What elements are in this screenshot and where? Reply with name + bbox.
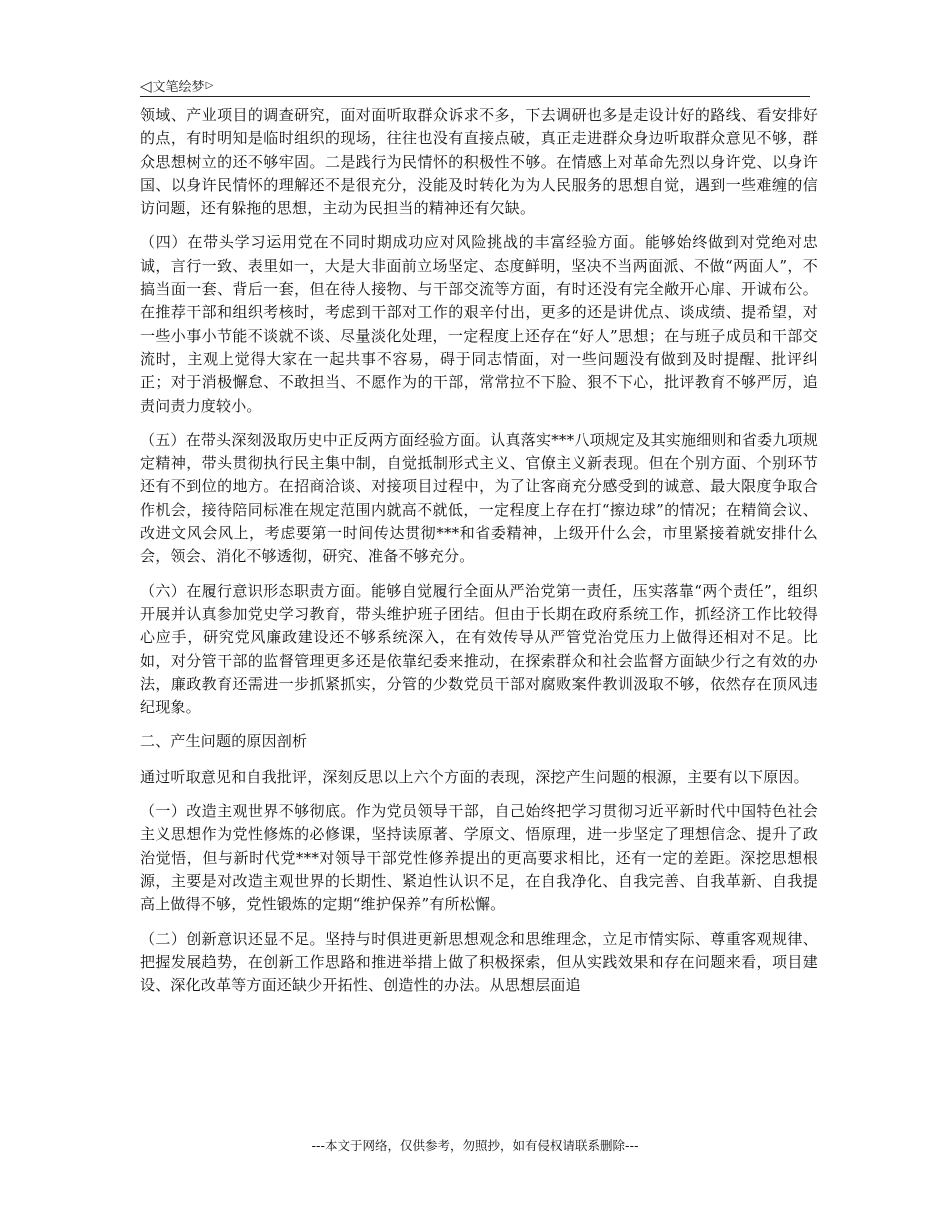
header-title-text: 文笔绘梦 (152, 80, 205, 95)
paragraph: 通过听取意见和自我批评，深刻反思以上六个方面的表现，深挖产生问题的根源，主要有以下原因。 (140, 767, 809, 786)
paragraph: 领域、产业项目的调查研究，面对面听取群众诉求不多，下去调研也多是走设计好的路线、看安排好的点，有时明知是临时组织的现场，往往也没有直接点破，真正走进群众身边听取群众意见不够，群众思想树立的还不够牢固。二是践行为民情怀的积极性不够。在情感上对革命先烈以身许党、以身许国、以身许民情怀的理解还不是很充分，没能及时转化为为人民服务的思想自觉，遇到一些难缠的信访问题，还有躲拖的思想，主动为民担当的精神还有欠缺。 (140, 106, 818, 218)
paragraph: （一）改造主观世界不够彻底。作为党员领导干部，自己始终把学习贯彻习近平新时代中国特色社会主义思想作为党性修炼的必修课，坚持读原著、学原文、悟原理，进一步坚定了理想信念、提升了政治觉悟，但与新时代党***对领导干部党性修养提出的更高要求相比，还有一定的差距。深挖思想根源，主要是对改造主观世界的长期性、紧迫性认识不足，在自我净化、自我完善、自我革新、自我提高上做得不够，党性锻炼的定期“维护保养”有所松懈。 (140, 802, 818, 914)
paragraph: （六）在履行意识形态职责方面。能够自觉履行全面从严治党第一责任，压实落靠“两个责任”，组织开展并认真参加党史学习教育，带头维护班子团结。但由于长期在政府系统工作，抓经济工作比较得心应手，研究党风廉政建设还不够系统深入，在有效传导从严管党治党压力上做得还相对不足。比如，对分管干部的监督管理更多还是依靠纪委来推动，在探索群众和社会监督方面缺少行之有效的办法，廉政教育还需进一步抓紧抓实，分管的少数党员干部对腐败案件教训汲取不够，依然存在顶风违纪现象。 (140, 581, 818, 717)
page-footer: ---本文于网络，仅供参考，勿照抄，如有侵权请联系删除--- (311, 1138, 639, 1153)
section-heading: 二、产生问题的原因剖析 (140, 732, 308, 751)
document-body (140, 104, 818, 1008)
paragraph: （四）在带头学习运用党在不同时期成功应对风险挑战的丰富经验方面。能够始终做到对党绝对忠诚，言行一致、表里如一，大是大非面前立场坚定、态度鲜明，坚决不当两面派、不做“两面人”，不搞当面一套、背后一套，但在待人接物、与干部交流等方面，有时还没有完全敞开心扉、开诚布公。在推荐干部和组织考核时，考虑到干部对工作的艰辛付出，更多的还是讲优点、谈成绩、提希望，对一些小事小节能不谈就不谈、尽量淡化处理，一定程度上还存在“好人”思想；在与班子成员和干部交流时，主观上觉得大家在一起共事不容易，碍于同志情面，对一些问题没有做到及时提醒、批评纠正；对于消极懈怠、不敢担当、不愿作为的干部，常常拉不下脸、狠不下心，批评教育不够严厉，追责问责力度较小。 (140, 233, 818, 415)
page-header (140, 74, 810, 97)
right-triangle-icon: ▷ (205, 80, 214, 91)
header-brand (140, 76, 213, 95)
paragraph: （五）在带头深刻汲取历史中正反两方面经验方面。认真落实***八项规定及其实施细则和省委九项规定精神，带头贯彻执行民主集中制，自觉抵制形式主义、官僚主义新表现。但在个别方面、个别环节还有不到位的地方。在招商洽谈、对接项目过程中，为了让客商充分感受到的诚意、最大限度争取合作机会，接待陪同标准在规定范围内就高不就低，一定程度上存在打“擦边球”的情况；在精简会议、改进文风会风上，考虑要第一时间传达贯彻***和省委精神，上级开什么会，市里紧接着就安排什么会，领会、消化不够透彻，研究、准备不够充分。 (140, 430, 818, 566)
left-triangle-icon: ◁ (140, 77, 152, 95)
paragraph: （二）创新意识还显不足。坚持与时俱进更新思想观念和思维理念，立足市情实际、尊重客观规律、把握发展趋势，在创新工作思路和推进举措上做了积极探索，但从实践效果和存在问题来看，项目建设、深化改革等方面还缺少开拓性、创造性的办法。从思想层面追 (140, 929, 818, 995)
